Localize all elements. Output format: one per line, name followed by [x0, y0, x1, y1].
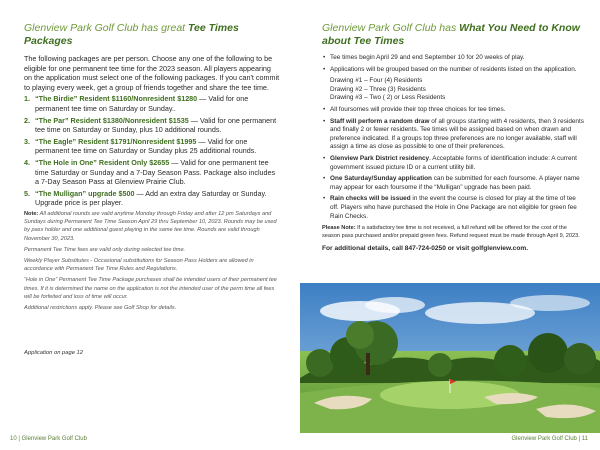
page-footer-left: 10 | Glenview Park Golf Club: [10, 436, 87, 442]
packages-list: [24, 94, 280, 208]
list-item: • Applications will be grouped based on the number of residents listed on the application. Drawing #1 – Four (4) Residents Drawing #2 – Three (3) Residents Drawing #3 – Two ( 2) or Less Residents: [322, 66, 584, 103]
package-notes: [24, 210, 280, 312]
contact-details: For additional details, call 847-724-0250 or visit golfglenview.com.: [322, 245, 529, 253]
list-item: • One Saturday/Sunday application can be submitted for each foursome. A player name may appear for each foursome if the “Mulligan” upgrade has been paid.: [323, 175, 580, 191]
packages-intro: The following packages are per person. Choose any one of the following to be eligible for one permanent tee time for the 2023 season. All players appearing on the application must select one of the following packages. If you can't commit to playing every week, get a group of friends together and share the tee time.: [24, 54, 280, 92]
application-reference: Application on page 12: [24, 350, 83, 356]
note-paragraph: Permanent Tee Time fees are valid only during selected tee time.: [24, 246, 186, 253]
list-item: • Staff will perform a random draw of all groups starting with 4 residents, then 3 residents and finally 2 or fewer residents. Tee times will be assigned based on when drawn and preference indicated. If a groups top three preferences are no longer available, staff will assign a time as close as possible to one of their preferences.: [323, 117, 584, 151]
packages-heading: Glenview Park Golf Club has great Tee Times Packages: [24, 22, 239, 47]
requirements-list: [322, 54, 584, 221]
right-page: [300, 0, 600, 450]
list-item: • All foursomes will provide their top three choices for tee times.: [323, 105, 506, 113]
list-item: • Tee times begin April 29 and end September 10 for 20 weeks of play.: [323, 54, 525, 61]
package-item: 5. “The Mulligan” upgrade $500 — Add an extra day Saturday or Sunday. Upgrade price is per player.: [24, 188, 267, 208]
package-item: 3. “The Eagle” Resident $1791/Nonresident $1995 — Valid for one permanent tee time on Saturday or Sunday plus 25 additional rounds.: [24, 136, 257, 156]
golf-course-photo: [300, 283, 600, 433]
page-footer-right: Glenview Park Golf Club | 11: [511, 436, 588, 442]
list-item: • Glenview Park District residency. Acceptable forms of identification include: A current government issued picture ID or a current utility bill.: [323, 154, 577, 171]
drawing-list: Drawing #1 – Four (4) Residents Drawing #2 – Three (3) Residents Drawing #3 – Two ( 2) or Less Residents: [330, 77, 446, 102]
package-item: 1. “The Birdie” Resident $1160/Nonresident $1280 — Valid for one permanent tee time on Saturday or Sunday..: [24, 94, 249, 113]
golf-course-illustration: [300, 283, 600, 433]
note-paragraph: “Hole in One” Permanent Tee Time Package purchases shall be intended users of their permanent tee times. If it is determined the name on the application is not the intended user of the perm time all fees will be forfeited and loss of time will occur.: [24, 277, 277, 300]
tee-times-heading: Glenview Park Golf Club has What You Need to Know about Tee Times: [322, 22, 580, 47]
note-paragraph: Weekly Player Substitutes - Occasional substitutions for Season Pass Holders are allowed in accordance with Permanent Tee Time Rules and Regulations.: [24, 257, 254, 273]
note-paragraph: Additional restrictions apply. Please see Golf Shop for details.: [24, 304, 177, 311]
note-paragraph: Note: All additional rounds are valid anytime Monday through Friday and after 12 pm Saturdays and Sundays during Permanent Tee Time Season April 29 thru September 10, 2023. Rounds may be used by pass holder and one additional guest playing in the same tee time. Rounds are valid through November 30, 2023.: [24, 210, 277, 242]
package-item: 4. “The Hole in One” Resident Only $2655 — Valid for one permanent tee time Saturday or Sunday and a 7-Day Season Pass. Package also includes a 7-Day Season Pass at Glenview Prairie Club.: [24, 157, 276, 187]
package-item: 2. “The Par” Resident $1380/Nonresident $1535 — Valid for one permanent tee time on Saturday or Sunday, plus 10 additional rounds.: [24, 115, 277, 135]
please-note: Please Note: If a satisfactory tee time is not received, a full refund will be offered for the cost of the season pass purchased and/or prepaid green fees. Refund request must be made through April 9, 2023.: [322, 225, 580, 240]
list-item: • Rain checks will be issued in the event the course is closed for play at the time of tee off. Players who have purchased the Hole in One Package are not eligible for green fee Rain Checks.: [323, 195, 577, 220]
